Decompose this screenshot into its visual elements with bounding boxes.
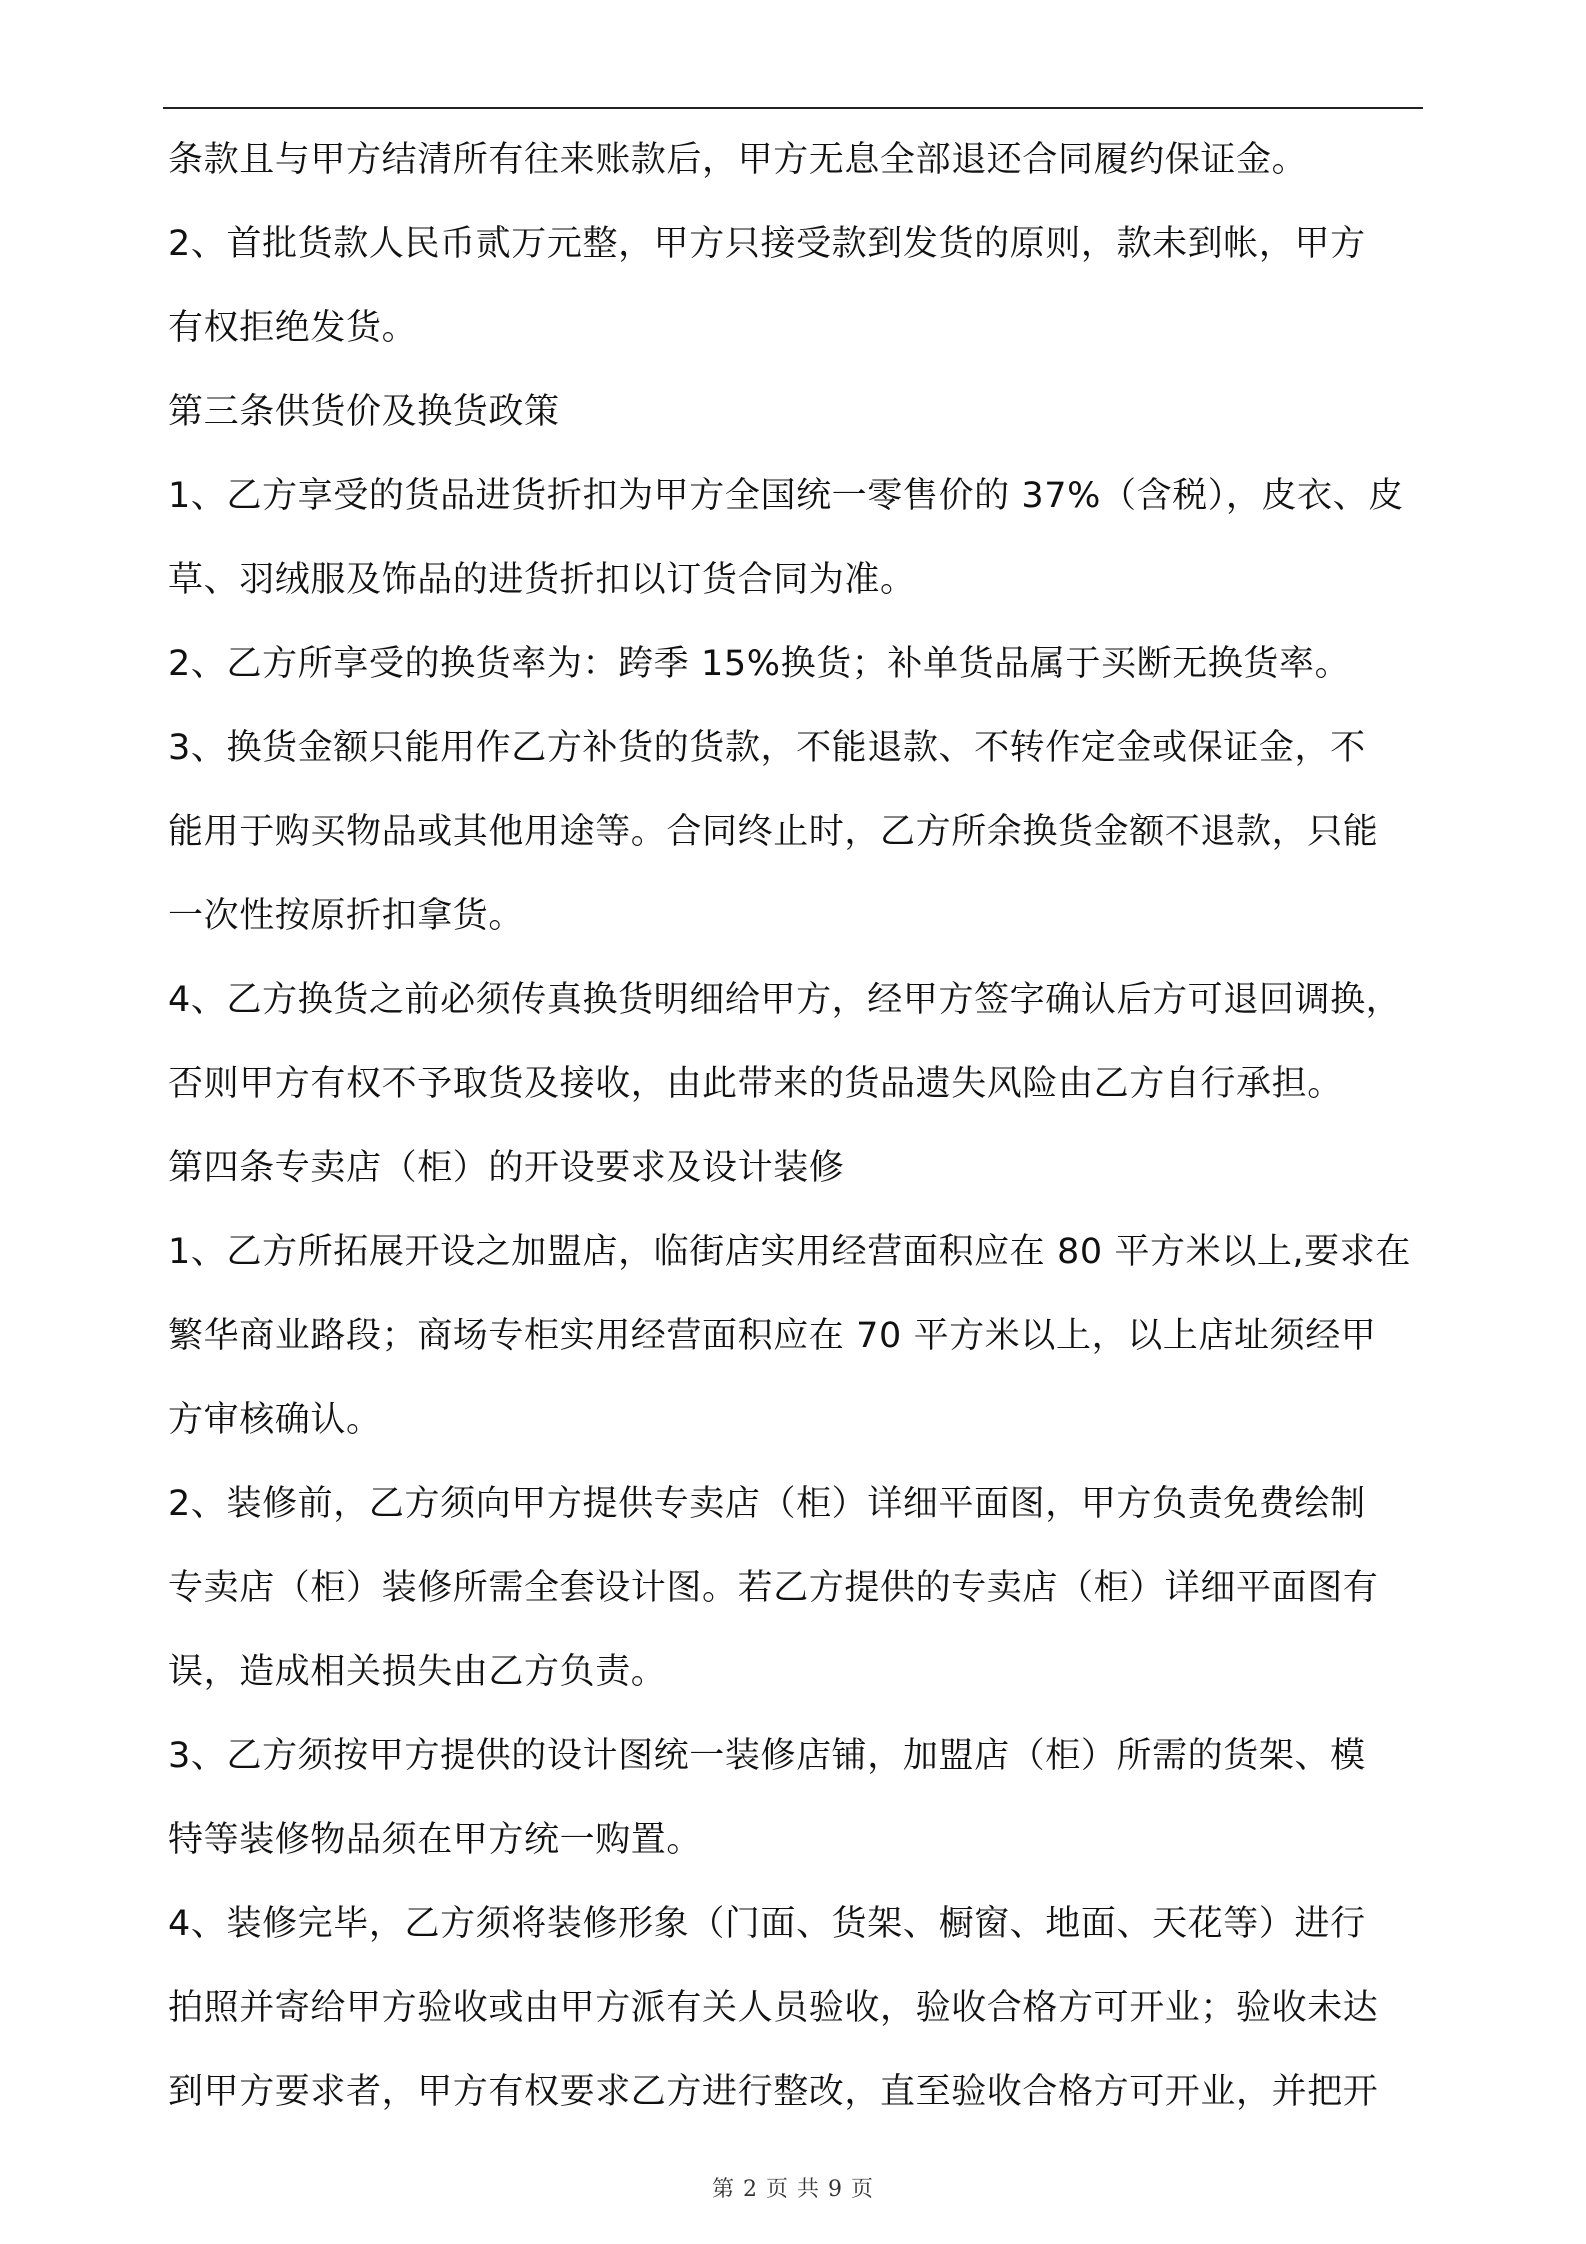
header-rule <box>163 107 1423 109</box>
section-heading: 第四条专卖店（柜）的开设要求及设计装修 <box>168 1148 845 1188</box>
page-footer: 第 2 页 共 9 页 <box>712 2177 874 2202</box>
text-line: 误，造成相关损失由乙方负责。 <box>168 1652 667 1692</box>
text-line: 特等装修物品须在甲方统一购置。 <box>168 1820 703 1860</box>
text-line: 条款且与甲方结清所有往来账款后，甲方无息全部退还合同履约保证金。 <box>168 140 1308 180</box>
text-line: 一次性按原折扣拿货。 <box>168 896 525 936</box>
document-body <box>168 118 1430 2134</box>
text-line: 2、乙方所享受的换货率为：跨季 15%换货；补单货品属于买断无换货率。 <box>168 644 1351 684</box>
text-line: 方审核确认。 <box>168 1400 382 1440</box>
text-line: 有权拒绝发货。 <box>168 308 418 348</box>
text-line: 2、装修前，乙方须向甲方提供专卖店（柜）详细平面图，甲方负责免费绘制 <box>168 1484 1366 1524</box>
section-heading: 第三条供货价及换货政策 <box>168 392 560 432</box>
text-line: 能用于购买物品或其他用途等。合同终止时，乙方所余换货金额不退款，只能 <box>168 812 1379 852</box>
text-line: 到甲方要求者，甲方有权要求乙方进行整改，直至验收合格方可开业，并把开 <box>168 2072 1379 2112</box>
text-line: 3、乙方须按甲方提供的设计图统一装修店铺，加盟店（柜）所需的货架、模 <box>168 1736 1366 1776</box>
text-line: 否则甲方有权不予取货及接收，由此带来的货品遗失风险由乙方自行承担。 <box>168 1064 1343 1104</box>
text-line: 草、羽绒服及饰品的进货折扣以订货合同为准。 <box>168 560 916 600</box>
text-line: 4、装修完毕，乙方须将装修形象（门面、货架、橱窗、地面、天花等）进行 <box>168 1904 1366 1944</box>
text-line: 繁华商业路段；商场专柜实用经营面积应在 70 平方米以上，以上店址须经甲 <box>168 1316 1377 1356</box>
text-line: 1、乙方所拓展开设之加盟店，临街店实用经营面积应在 80 平方米以上,要求在 <box>168 1232 1411 1272</box>
text-line: 3、换货金额只能用作乙方补货的货款，不能退款、不转作定金或保证金，不 <box>168 728 1366 768</box>
text-line: 专卖店（柜）装修所需全套设计图。若乙方提供的专卖店（柜）详细平面图有 <box>168 1568 1379 1608</box>
text-line: 拍照并寄给甲方验收或由甲方派有关人员验收，验收合格方可开业；验收未达 <box>168 1988 1379 2028</box>
text-line: 1、乙方享受的货品进货折扣为甲方全国统一零售价的 37%（含税），皮衣、皮 <box>168 476 1404 516</box>
text-line: 2、首批货款人民币贰万元整，甲方只接受款到发货的原则，款未到帐，甲方 <box>168 224 1366 264</box>
text-line: 4、乙方换货之前必须传真换货明细给甲方，经甲方签字确认后方可退回调换， <box>168 980 1402 1020</box>
